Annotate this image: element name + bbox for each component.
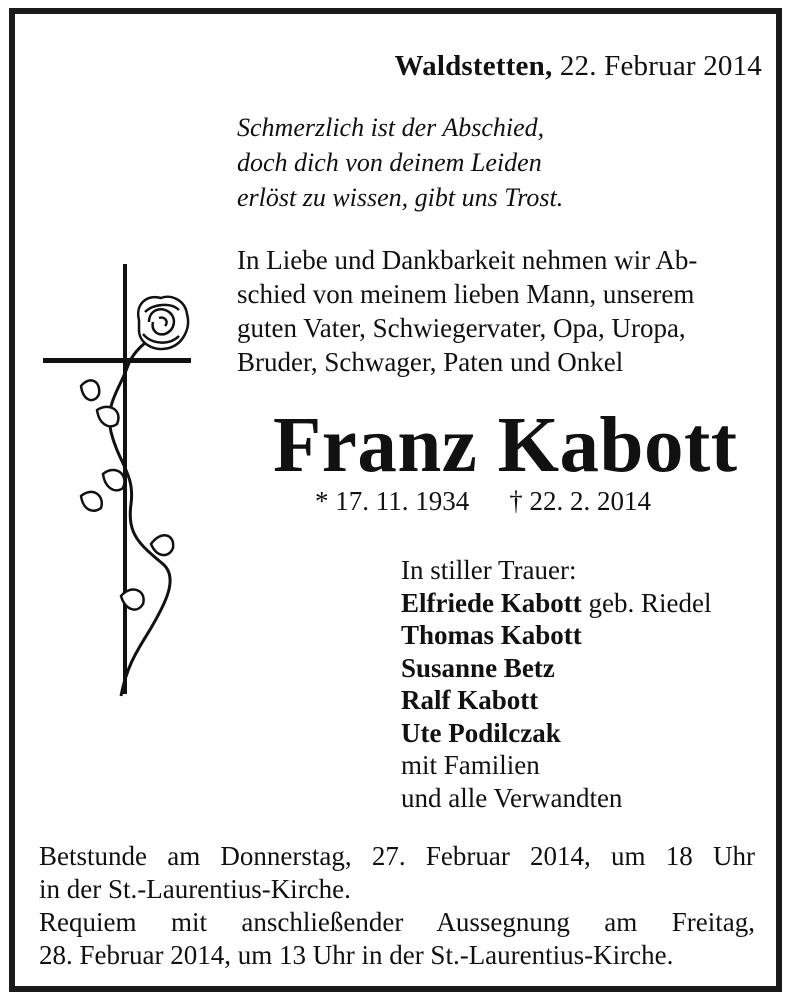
- mourner-name: Ralf Kabott: [401, 685, 539, 715]
- intro-line: guten Vater, Schwiegervater, Opa, Uropa,: [237, 313, 686, 343]
- rose-bloom: [138, 297, 188, 349]
- mourners-heading: In stiller Trauer:: [401, 555, 577, 585]
- mourner-name: Susanne Betz: [401, 652, 555, 683]
- rose-leaves: [81, 380, 173, 609]
- rose-stem: [110, 334, 171, 696]
- death-date: † 22. 2. 2014: [509, 486, 651, 516]
- mourner-row: [401, 587, 711, 620]
- mourner-name: Ute Podilczak: [401, 717, 561, 748]
- mourner-name: Thomas Kabott: [401, 620, 582, 650]
- intro-line: schied von meinem lieben Mann, unserem: [237, 279, 695, 309]
- dateline-date: 22. Februar 2014: [559, 50, 762, 82]
- birth-date: * 17. 11. 1934: [315, 486, 470, 516]
- mourner-name: Elfriede Kabott: [401, 587, 582, 618]
- cross-with-rose-icon: [39, 264, 199, 704]
- cross-horizontal-beam: [43, 358, 191, 363]
- mourner-row: [401, 652, 711, 685]
- mourner-row: [401, 717, 711, 750]
- dateline-place: Waldstetten,: [394, 50, 553, 82]
- service-line: Betstunde am Donnerstag, 27. Februar 2014, um 18 Uhr: [39, 841, 755, 871]
- dateline: [395, 50, 762, 83]
- poem-line: Schmerzlich ist der Abschied,: [237, 113, 545, 142]
- obituary-frame: [9, 8, 782, 992]
- service-line: Requiem mit anschließender Aussegnung am Freitag,: [39, 907, 755, 937]
- service-line: 28. Februar 2014, um 13 Uhr in der St.-Laurentius-Kirche.: [39, 940, 674, 970]
- mourner-row: [401, 684, 711, 717]
- mourners-closing-line: mit Familien: [401, 750, 540, 780]
- intro-line: In Liebe und Dankbarkeit nehmen wir Ab-: [237, 245, 698, 275]
- mourners-list: [401, 554, 711, 814]
- poem-line: doch dich von deinem Leiden: [237, 148, 542, 177]
- intro-line: Bruder, Schwager, Paten und Onkel: [237, 347, 624, 377]
- mourner-row: [401, 619, 711, 652]
- service-details: [39, 840, 755, 972]
- poem: [237, 110, 563, 215]
- service-line: in der St.-Laurentius-Kirche.: [39, 874, 351, 904]
- mourner-suffix: geb. Riedel: [581, 587, 712, 618]
- poem-line: erlöst zu wissen, gibt uns Trost.: [237, 183, 564, 212]
- mourners-closing-line: und alle Verwandten: [401, 782, 623, 813]
- deceased-name: Franz Kabott: [273, 402, 738, 489]
- intro-text: [237, 243, 752, 379]
- life-dates: [315, 486, 651, 517]
